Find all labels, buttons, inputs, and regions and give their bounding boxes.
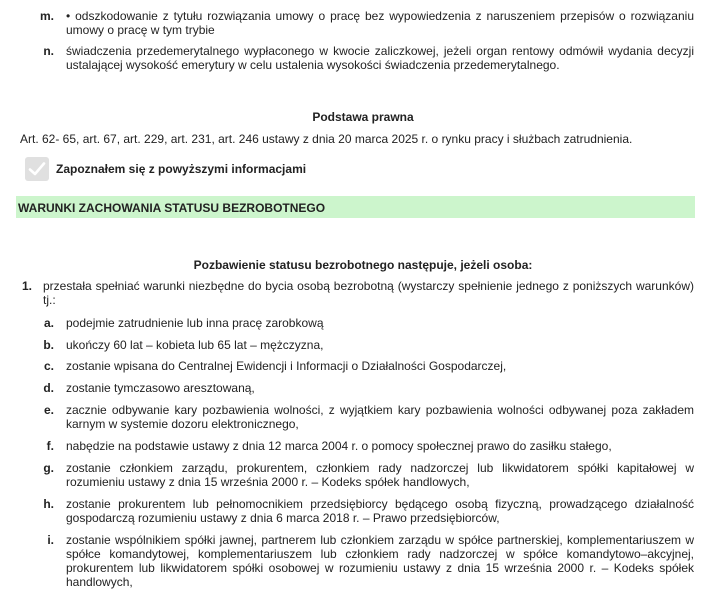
sub-item-text: zostanie wspólnikiem spółki jawnej, partnerem lub członkiem zarządu w spółce partnerskiej, komplementariuszem w spółce komandytowej, komplementariuszem lub członkiem rady nadzorczej w spółce komandytowo–akcyjnej, prokurentem lub likwidatorem spółki osobowej w rozumieniu ustawy z dnia 15 września 2000 r. – Kodeks spółek handlowych, (66, 533, 694, 589)
section-header (16, 196, 695, 218)
list-item-label: n. (43, 44, 54, 58)
section-title: WARUNKI ZACHOWANIA STATUSU BEZROBOTNEGO (18, 201, 326, 215)
list-item-m (32, 9, 694, 37)
list-item-text: świadczenia przedemerytalnego wypłaconego w kwocie zaliczkowej, jeżeli organ rentowy odmówił wydania decyzji ustalającej wysokość emerytury w celu ustalenia wysokości świadczenia przedemerytalnego. (66, 44, 694, 72)
sub-item-d (32, 381, 694, 395)
legal-basis-text: Art. 62- 65, art. 67, art. 229, art. 231, art. 246 ustawy z dnia 20 marca 2025 r. o rynku pracy i służbach zatrudnienia. (20, 132, 633, 146)
sub-item-b (32, 338, 694, 352)
list-item-label: m. (39, 9, 54, 23)
sub-item-text: podejmie zatrudnienie lub inna pracę zarobkową (66, 316, 324, 330)
sub-item-c (32, 359, 694, 373)
sub-item-label: a. (43, 316, 54, 330)
sub-item-label: i. (47, 533, 54, 547)
checkmark-icon (28, 160, 46, 178)
sub-item-e (32, 403, 694, 431)
sub-item-i (32, 533, 694, 589)
sub-item-a (32, 316, 694, 330)
sub-item-label: c. (43, 359, 54, 373)
sub-item-text: zacznie odbywanie kary pozbawienia wolności, z wyjątkiem kary pozbawienia wolności odbywanej poza zakładem karnym w systemie dozoru elektronicznego, (66, 403, 694, 431)
sub-item-label: g. (43, 461, 54, 475)
sub-item-text: zostanie wpisana do Centralnej Ewidencji i Informacji o Działalności Gospodarczej, (66, 359, 507, 373)
sub-item-label: d. (43, 381, 54, 395)
sub-item-h (32, 497, 694, 525)
sub-item-label: f. (46, 439, 54, 453)
sub-item-text: ukończy 60 lat – kobieta lub 65 lat – mężczyzna, (66, 338, 324, 352)
list-item-n (32, 44, 694, 72)
legal-basis-title: Podstawa prawna (312, 110, 414, 124)
list-item-text: • odszkodowanie z tytułu rozwiązania umowy o pracę bez wypowiedzenia z naruszeniem przepisów o rozwiązaniu umowy o pracę w tym trybie (66, 9, 694, 37)
sub-item-g (32, 461, 694, 489)
list-item-label: 1. (21, 279, 32, 293)
acknowledge-checkbox[interactable] (25, 157, 49, 181)
list-item-1 (10, 279, 694, 307)
sub-item-label: h. (43, 497, 54, 511)
sub-item-text: zostanie prokurentem lub pełnomocnikiem przedsiębiorcy będącego osobą fizyczną, prowadzącego działalność gospodarczą rozumieniu ustawy z dnia 6 marca 2018 r. – Prawo przedsiębiorców, (66, 497, 694, 525)
list-item-text: przestała spełniać warunki niezbędne do bycia osobą bezrobotną (wystarczy spełnienie jednego z poniższych warunków) tj.: (43, 279, 694, 307)
acknowledge-label[interactable]: Zapoznałem się z powyższymi informacjami (56, 162, 307, 176)
sub-item-label: b. (43, 338, 54, 352)
deprivation-title: Pozbawienie statusu bezrobotnego następuje, jeżeli osoba: (193, 258, 533, 272)
sub-item-f (32, 439, 694, 453)
sub-item-text: zostanie członkiem zarządu, prokurentem, członkiem rady nadzorczej lub likwidatorem spółki kapitałowej w rozumieniu ustawy z dnia 15 września 2000 r. – Kodeks spółek handlowych, (66, 461, 694, 489)
sub-item-label: e. (43, 403, 54, 417)
sub-item-text: zostanie tymczasowo aresztowaną, (66, 381, 255, 395)
sub-item-text: nabędzie na podstawie ustawy z dnia 12 marca 2004 r. o pomocy społecznej prawo do zasiłku stałego, (66, 439, 612, 453)
